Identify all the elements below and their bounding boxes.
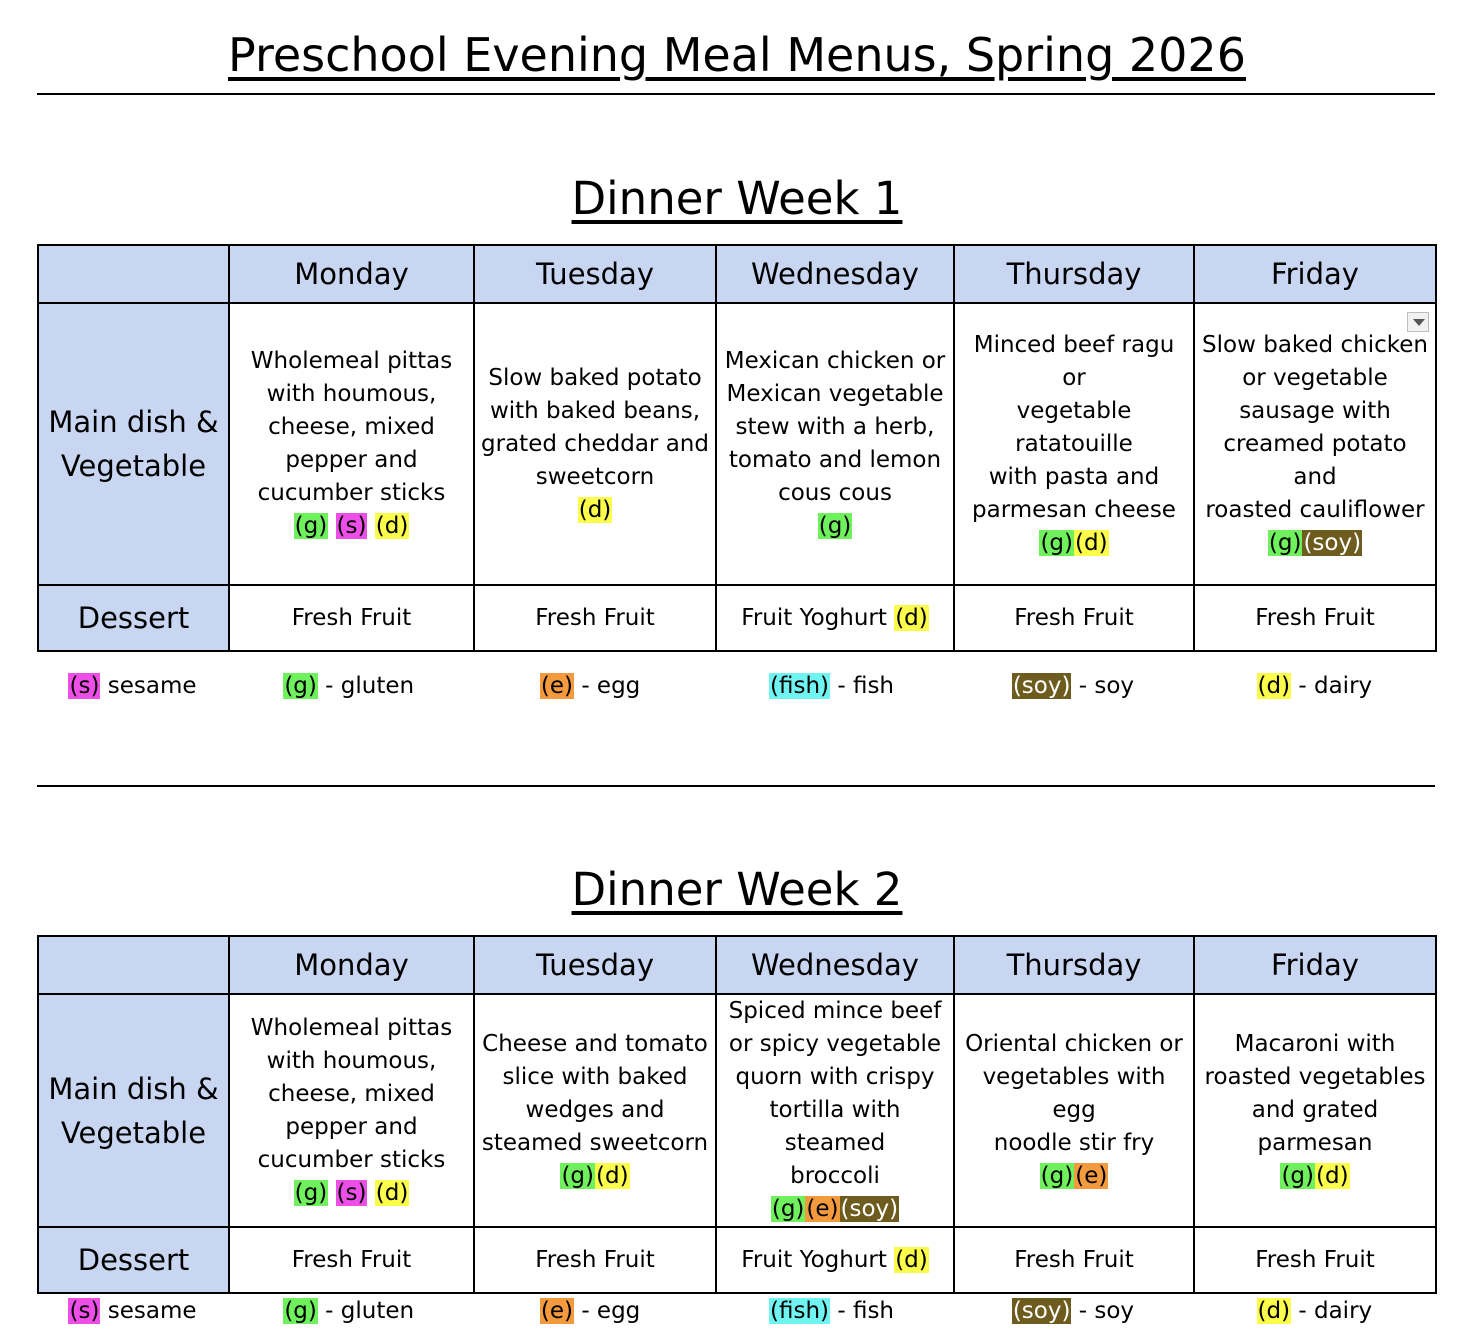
- sesame-tag: (s): [336, 1179, 367, 1206]
- dish-line: roasted vegetables: [1204, 1064, 1426, 1090]
- gluten-tag: (g): [1040, 1163, 1074, 1189]
- dish-line: parmesan: [1257, 1130, 1373, 1156]
- dessert-cell: [954, 1227, 1194, 1293]
- page-title: Preschool Evening Meal Menus, Spring 2026: [228, 28, 1246, 82]
- legend-label: - soy: [1071, 673, 1135, 699]
- dessert-text: Fruit Yoghurt: [741, 1247, 895, 1273]
- day-header-thursday: Thursday: [954, 936, 1194, 994]
- dessert-text: Fresh Fruit: [535, 605, 655, 631]
- dish-line: Mexican chicken or: [724, 348, 946, 374]
- dessert-cell: [474, 1227, 716, 1293]
- dish-line: Oriental chicken or: [965, 1031, 1183, 1057]
- dish-line: vegetables with egg: [982, 1064, 1166, 1123]
- dairy-tag: (d): [895, 605, 928, 631]
- allergen-legend: [37, 668, 1435, 704]
- dish-line: tomato and lemon: [728, 447, 942, 473]
- day-header-wednesday: Wednesday: [716, 936, 954, 994]
- legend-label: - fish: [830, 1298, 894, 1324]
- legend-item: [469, 668, 710, 704]
- dish-line: Macaroni with: [1234, 1031, 1396, 1057]
- dessert-text: Fresh Fruit: [1255, 605, 1375, 631]
- dish-line: with baked beans,: [489, 397, 701, 424]
- legend-label: - egg: [574, 1298, 641, 1324]
- allergen-legend: [37, 1293, 1435, 1329]
- egg-tag: (e): [540, 673, 574, 699]
- dessert-cell: [954, 585, 1194, 651]
- day-header-wednesday: Wednesday: [716, 245, 954, 303]
- soy-tag: (soy): [1303, 529, 1362, 556]
- soy-tag: (soy): [1012, 673, 1071, 699]
- main-dish-cell: [229, 994, 474, 1227]
- soy-tag: (soy): [840, 1196, 899, 1222]
- dessert-cell: [716, 585, 954, 651]
- legend-label: sesame: [100, 1298, 197, 1324]
- allergen-tags: [818, 513, 853, 539]
- main-dish-cell: [954, 994, 1194, 1227]
- dessert-cell: [229, 1227, 474, 1293]
- gluten-tag: (g): [771, 1196, 805, 1222]
- gluten-tag: (g): [818, 513, 852, 539]
- legend-label: - fish: [830, 673, 894, 699]
- dish-line: with pasta and: [988, 463, 1160, 490]
- dessert-cell: [716, 1227, 954, 1293]
- sesame-tag: (s): [69, 1298, 100, 1324]
- dairy-tag: (d): [1316, 1163, 1349, 1189]
- dish-line: Cheese and tomato: [482, 1031, 708, 1057]
- legend-item: [37, 668, 228, 704]
- day-header-tuesday: Tuesday: [474, 245, 716, 303]
- dessert-text: Fresh Fruit: [535, 1247, 655, 1273]
- week-2-title: Dinner Week 2: [571, 863, 903, 916]
- legend-item: [469, 1293, 710, 1329]
- dessert-text: Fresh Fruit: [1255, 1247, 1375, 1273]
- dish-line: grated cheddar and: [481, 430, 709, 457]
- dish-line: creamed potato and: [1223, 430, 1407, 490]
- row-label-main-dish: [38, 994, 229, 1227]
- main-dish-cell: [954, 303, 1194, 585]
- allergen-tags: [294, 513, 410, 539]
- corner-cell: [38, 245, 229, 303]
- row-label-dessert: Dessert: [38, 585, 229, 651]
- dessert-text: Fruit Yoghurt: [741, 605, 895, 631]
- main-dish-cell: [229, 303, 474, 585]
- day-header-tuesday: Tuesday: [474, 936, 716, 994]
- main-dish-cell: [716, 994, 954, 1227]
- gluten-tag: (g): [284, 673, 317, 699]
- dish-line: tortilla with steamed: [769, 1097, 901, 1156]
- egg-tag: (e): [540, 1298, 574, 1324]
- dish-line: Wholemeal pittas: [250, 1014, 453, 1041]
- row-label-dessert: Dessert: [38, 1227, 229, 1293]
- gluten-tag: (g): [284, 1298, 317, 1324]
- main-dish-cell: [1194, 994, 1436, 1227]
- legend-label: - egg: [574, 673, 641, 699]
- dairy-tag: (d): [1075, 529, 1108, 556]
- dessert-cell: [474, 585, 716, 651]
- dairy-tag: (d): [895, 1247, 928, 1273]
- gluten-tag: (g): [1268, 529, 1302, 556]
- dish-line: Spiced mince beef: [728, 998, 942, 1024]
- gluten-tag: (g): [561, 1163, 594, 1189]
- chevron-down-icon[interactable]: [1407, 312, 1429, 332]
- dish-line: stew with a herb,: [735, 414, 935, 440]
- dish-line: steamed sweetcorn: [481, 1130, 709, 1156]
- row-label-main-dish: [38, 303, 229, 585]
- dish-line: sausage with: [1239, 397, 1391, 424]
- main-dish-cell: [716, 303, 954, 585]
- day-header-monday: Monday: [229, 936, 474, 994]
- week-1-title: Dinner Week 1: [571, 172, 903, 225]
- main-dish-row: [38, 303, 1436, 585]
- legend-item: [711, 1293, 952, 1329]
- day-header-thursday: Thursday: [954, 245, 1194, 303]
- legend-item: [1194, 668, 1435, 704]
- dairy-tag: (d): [1257, 1298, 1291, 1324]
- legend-item: [228, 1293, 469, 1329]
- soy-tag: (soy): [1012, 1298, 1071, 1324]
- allergen-tags: [578, 497, 613, 523]
- row-label-line: Main dish &: [48, 1071, 219, 1106]
- dish-line: Minced beef ragu or: [973, 331, 1175, 391]
- week-1-menu-table: [37, 244, 1437, 652]
- divider: [37, 785, 1435, 787]
- egg-tag: (e): [806, 1196, 839, 1222]
- legend-item: [37, 1293, 228, 1329]
- day-header-row: [38, 245, 1436, 303]
- row-label-line: Vegetable: [60, 1115, 207, 1150]
- dish-line: cheese, mixed: [268, 414, 435, 440]
- dish-line: cous cous: [778, 480, 892, 506]
- divider: [37, 93, 1435, 95]
- dessert-cell: [1194, 585, 1436, 651]
- dish-line: Slow baked chicken: [1202, 331, 1428, 358]
- dish-line: parmesan cheese: [972, 496, 1176, 523]
- dairy-tag: (d): [375, 513, 409, 539]
- row-label-line: Vegetable: [60, 449, 207, 483]
- dairy-tag: (d): [375, 1179, 409, 1206]
- dish-line: wedges and: [525, 1097, 665, 1123]
- gluten-tag: (g): [294, 1179, 328, 1206]
- dish-line: cheese, mixed: [268, 1080, 435, 1107]
- dish-line: pepper and: [285, 1113, 418, 1140]
- allergen-tags: [1039, 530, 1108, 556]
- dish-line: Mexican vegetable: [726, 381, 944, 407]
- dessert-row: [38, 1227, 1436, 1293]
- dish-line: broccoli: [790, 1163, 880, 1189]
- legend-label: - dairy: [1291, 673, 1373, 699]
- row-label-line: Main dish &: [48, 405, 219, 439]
- legend-label: - soy: [1071, 1298, 1135, 1324]
- dessert-text: Fresh Fruit: [291, 605, 412, 631]
- dish-line: Wholemeal pittas: [250, 348, 453, 374]
- allergen-tags: [1268, 530, 1362, 556]
- dish-line: with houmous,: [266, 381, 437, 407]
- dairy-tag: (d): [596, 1163, 629, 1189]
- main-dish-cell: [1194, 303, 1436, 585]
- legend-item: [1194, 1293, 1435, 1329]
- legend-item: [711, 668, 952, 704]
- dish-line: pepper and: [285, 447, 418, 473]
- day-header-friday: Friday: [1194, 245, 1436, 303]
- dish-line: vegetable ratatouille: [1015, 397, 1133, 457]
- dessert-text: Fresh Fruit: [1014, 605, 1134, 631]
- dish-line: slice with baked: [502, 1064, 688, 1090]
- fish-tag: (fish): [770, 1298, 830, 1324]
- dish-line: noodle stir fry: [993, 1130, 1155, 1156]
- dish-line: quorn with crispy: [735, 1064, 935, 1090]
- legend-label: - dairy: [1291, 1298, 1373, 1324]
- allergen-tags: [771, 1196, 899, 1222]
- day-header-monday: Monday: [229, 245, 474, 303]
- week-2-menu-table: [37, 935, 1437, 1294]
- gluten-tag: (g): [1281, 1163, 1314, 1189]
- dish-line: cucumber sticks: [257, 1146, 446, 1173]
- dish-line: Slow baked potato: [488, 364, 702, 391]
- allergen-tags: [1280, 1163, 1349, 1189]
- dish-line: and grated: [1251, 1097, 1379, 1123]
- dessert-text: Fresh Fruit: [291, 1247, 412, 1273]
- allergen-tags: [560, 1163, 629, 1189]
- gluten-tag: (g): [1040, 529, 1073, 556]
- egg-tag: (e): [1075, 1163, 1108, 1189]
- legend-label: - gluten: [317, 1298, 415, 1324]
- main-dish-row: [38, 994, 1436, 1227]
- dessert-cell: [229, 585, 474, 651]
- legend-label: - gluten: [317, 673, 415, 699]
- dessert-cell: [1194, 1227, 1436, 1293]
- sesame-tag: (s): [69, 673, 100, 699]
- day-header-row: [38, 936, 1436, 994]
- main-dish-cell: [474, 303, 716, 585]
- dairy-tag: (d): [578, 496, 612, 523]
- dairy-tag: (d): [1257, 673, 1291, 699]
- corner-cell: [38, 936, 229, 994]
- dish-line: sweetcorn: [535, 463, 655, 490]
- dish-line: with houmous,: [266, 1047, 437, 1074]
- legend-item: [952, 668, 1193, 704]
- dish-line: or vegetable: [1242, 364, 1388, 391]
- dish-line: cucumber sticks: [257, 480, 446, 506]
- allergen-tags: [1040, 1163, 1109, 1189]
- day-header-friday: Friday: [1194, 936, 1436, 994]
- dish-line: or spicy vegetable: [728, 1031, 942, 1057]
- gluten-tag: (g): [294, 513, 328, 539]
- dish-line: roasted cauliflower: [1205, 496, 1425, 523]
- legend-label: sesame: [100, 673, 197, 699]
- fish-tag: (fish): [770, 673, 830, 699]
- sesame-tag: (s): [336, 513, 367, 539]
- legend-item: [228, 668, 469, 704]
- dessert-row: [38, 585, 1436, 651]
- allergen-tags: [294, 1180, 410, 1206]
- legend-item: [952, 1293, 1193, 1329]
- dessert-text: Fresh Fruit: [1014, 1247, 1134, 1273]
- main-dish-cell: [474, 994, 716, 1227]
